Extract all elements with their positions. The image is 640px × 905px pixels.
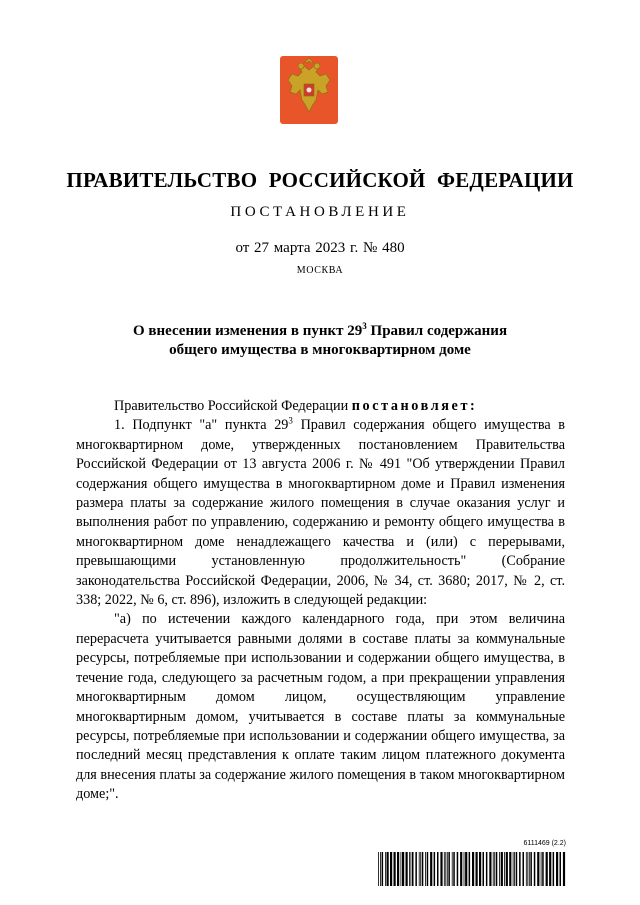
title-line-2: общего имущества в многоквартирном доме [169, 342, 471, 358]
barcode-label: 6111469 (2.2) [523, 840, 566, 847]
document-type: ПОСТАНОВЛЕНИЕ [230, 204, 410, 220]
city: МОСКВА [296, 265, 344, 276]
date-and-number: от 27 марта 2023 г. № 480 [235, 240, 405, 256]
intro-text: Правительство Российской Федерации [114, 398, 352, 414]
document-title [100, 322, 540, 360]
document-body [76, 397, 565, 805]
title-line-1 [100, 322, 540, 341]
coat-of-arms-icon [280, 56, 338, 124]
p1-text: Правил содержания общего имущества в многоквартирном доме, утвержденных постановлением Правительства Российской Федерации от 13 августа 2006 г. № 491 "Об утверждении Правил содержания общего имущества в многоквартирном доме и Правил изменения размера платы за содержание жилого помещения в случае оказания услуг и выполнения работ по управлению, содержанию и ремонту общего имущества в многоквартирном доме ненадлежащего качества и (или) с перерывами, превышающими установленную продолжительность" (Собрание законодательства Российской Федерации, 2006, № 34, ст. 3680; 2017, № 2, ст. 338; 2022, № 6, ст. 896), изложить в следующей редакции: [76, 417, 565, 609]
government-name: ПРАВИТЕЛЬСТВО РОССИЙСКОЙ ФЕДЕРАЦИИ [66, 168, 574, 192]
intro-paragraph [76, 397, 565, 416]
intro-emphasis: постановляет: [351, 398, 478, 414]
title-prefix: О внесении изменения в пункт 29 [132, 323, 363, 339]
paragraph-2: "а) по истечении каждого календарного года, при этом величина перерасчета учитывается равными долями в составе платы за коммунальные ресурсы, потребляемые при использовании и содержании общего имущества, в течение года, следующего за расчетным годом, а при прекращении управления многоквартирным домом лицом, осуществляющим управление многоквартирным домом, учитывается в составе платы за коммунальные ресурсы, потребляемые при использовании и содержании общего имущества, за последний месяц представления к оплате таким лицом платежного документа для внесения платы за содержание жилого помещения в таком многоквартирном доме;". [76, 611, 565, 803]
barcode [378, 840, 566, 888]
p1-prefix: 1. Подпункт "а" пункта 29 [114, 417, 289, 434]
title-suffix: Правил содержания [366, 323, 508, 339]
paragraph-1 [76, 416, 565, 610]
title-superscript: 3 [362, 321, 367, 331]
barcode-icon [378, 852, 566, 886]
p1-superscript: 3 [288, 415, 293, 426]
